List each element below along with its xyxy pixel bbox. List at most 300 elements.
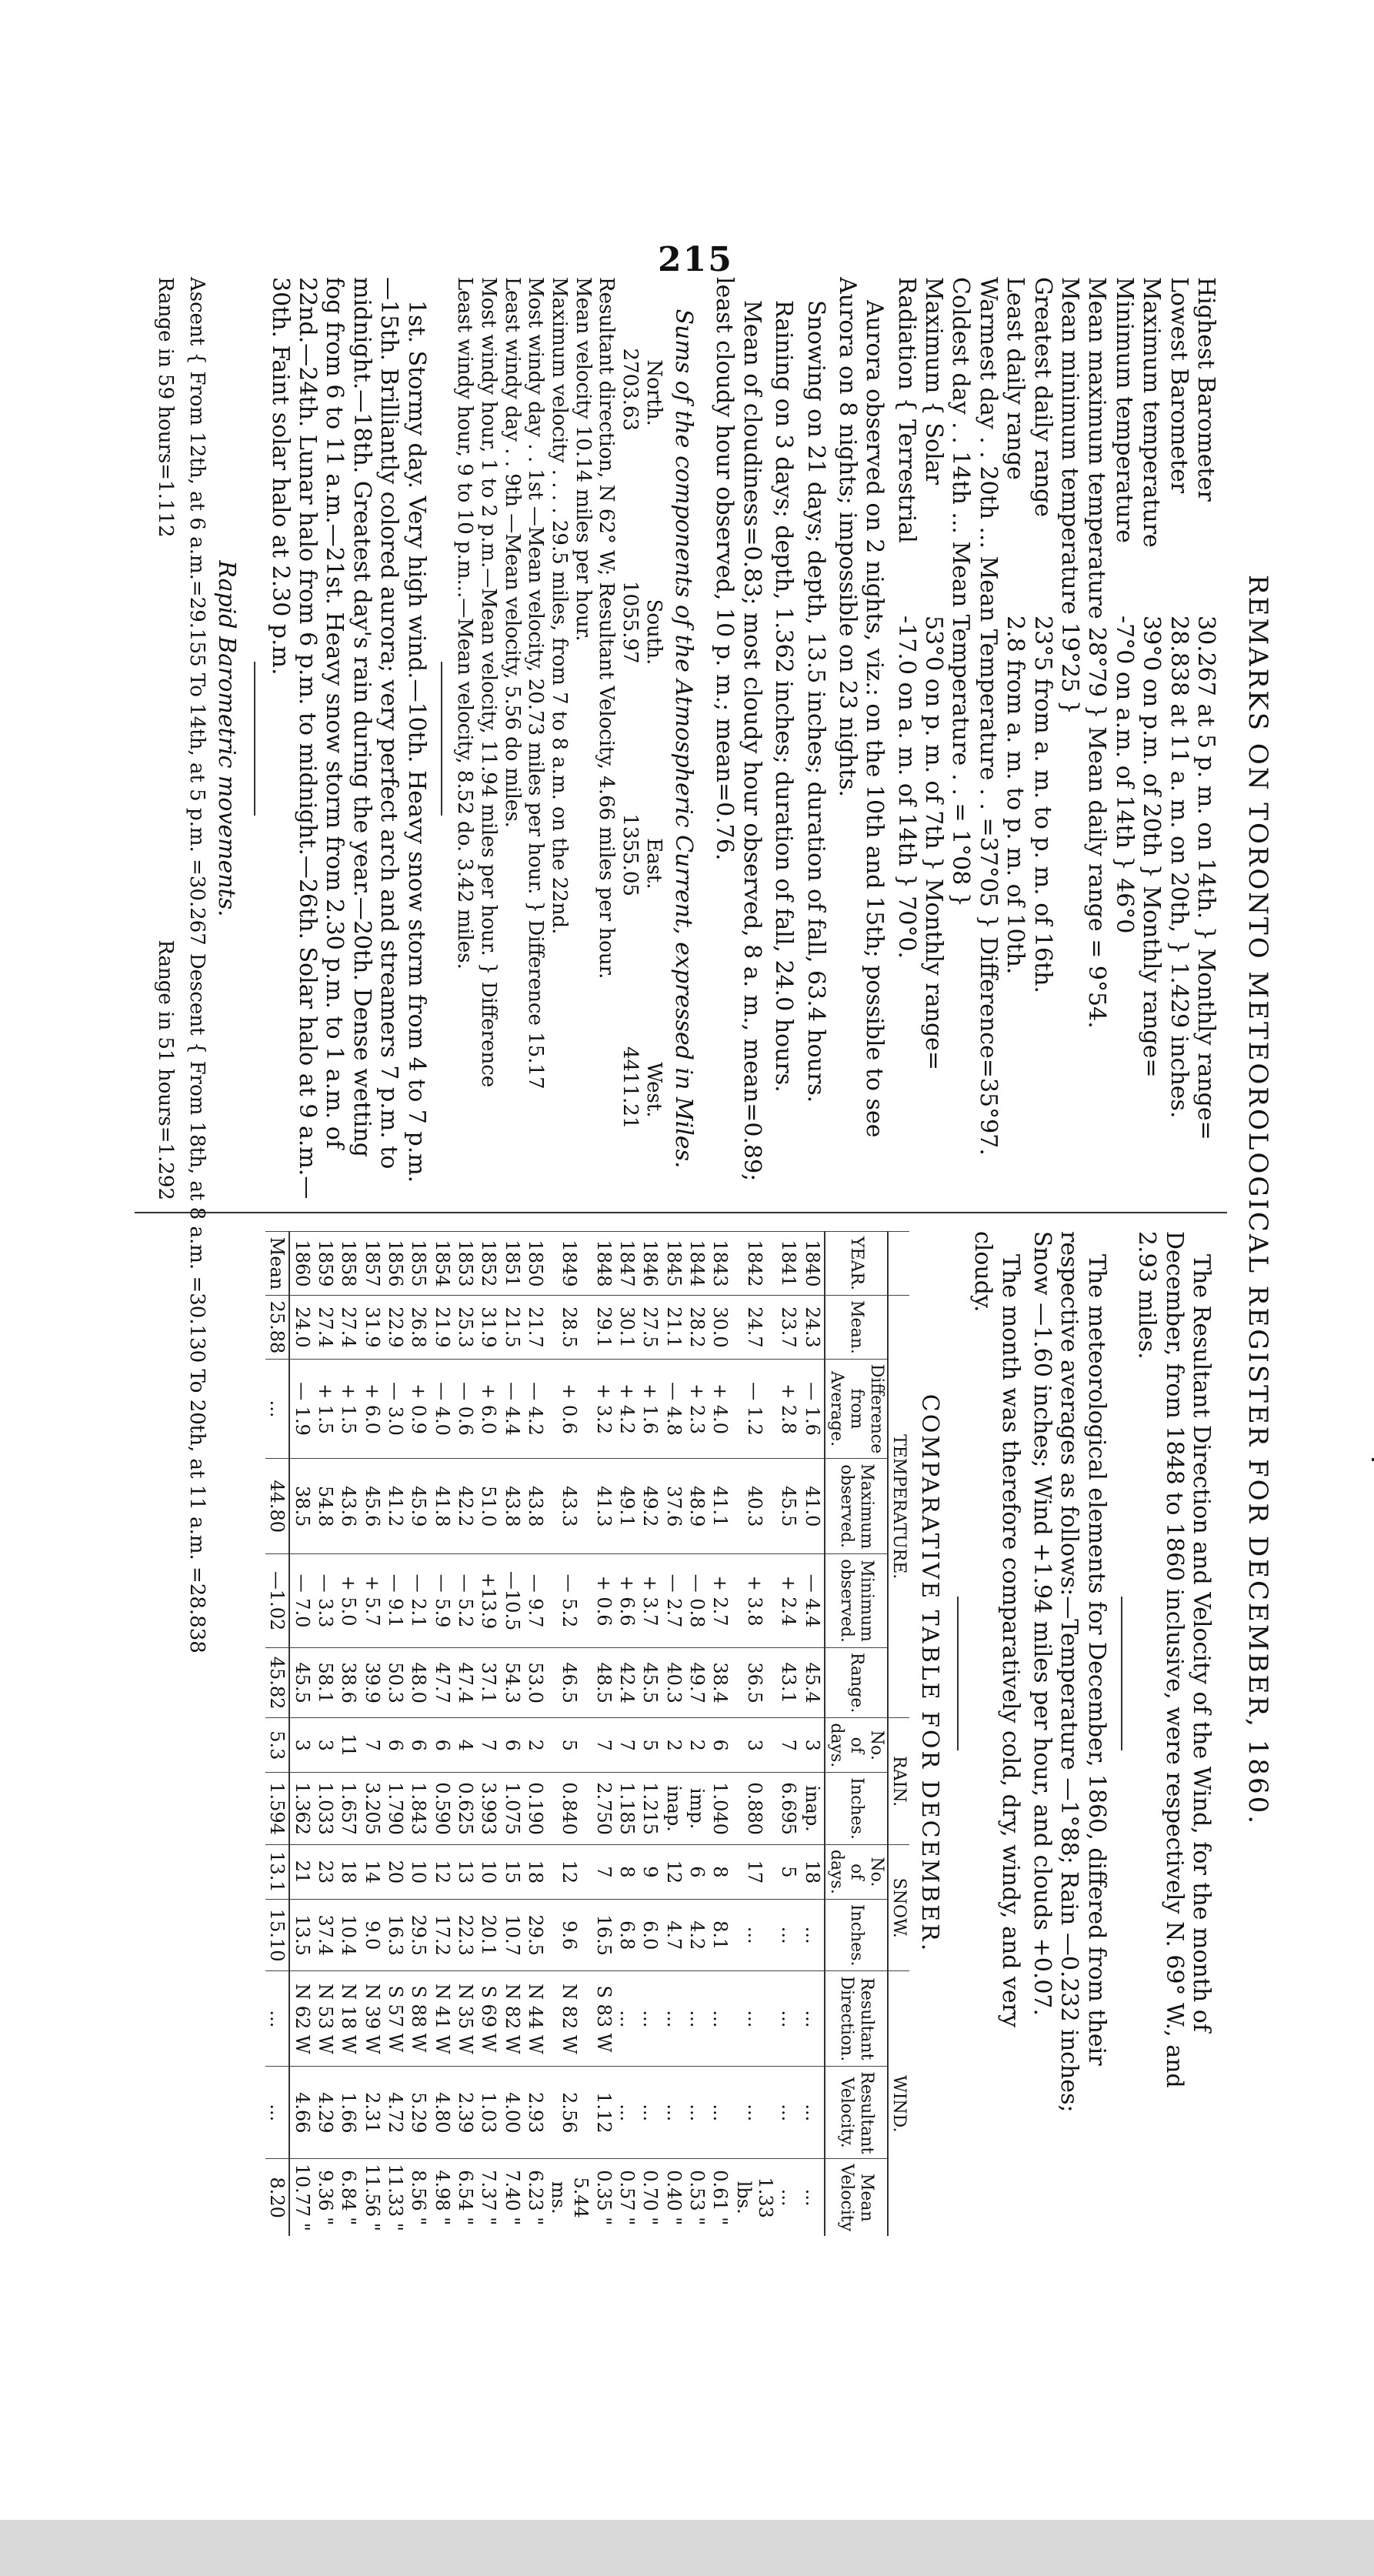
rapid-heading: Rapid Barometric movements. — [213, 560, 241, 917]
table-cell: 47.4 — [454, 1647, 477, 1717]
wind-line: Most windy day . . 1st —Mean velocity, 20.73 miles per hour. } Difference 15.17 — [524, 277, 548, 1089]
table-cell: 41.3 — [592, 1459, 615, 1554]
table-cell: 1.790 — [384, 1773, 407, 1845]
table-cell: 8.20 — [265, 2159, 289, 2236]
table-cell: 7 — [777, 1718, 800, 1773]
wind-line: Mean velocity 10.14 miles per hour. — [571, 277, 595, 642]
table-cell: S 57 W — [384, 1971, 407, 2067]
descent-range: Range in 51 hours=1.292 — [154, 939, 178, 1200]
table-cell: ... — [709, 1971, 732, 2067]
table-cell: ... — [265, 2067, 289, 2159]
descent-text: Descent { From 18th, at 8 a.m. =30.130 To 20th, at 11 a.m. =28.838 — [185, 953, 208, 1653]
table-cell: 5.44 ms. — [547, 2159, 592, 2236]
table-cell: 18 — [524, 1844, 547, 1899]
record-label: Maximum temperature — [1138, 277, 1166, 548]
table-cell: 45.6 — [360, 1459, 383, 1554]
table-cell: 1.12 — [592, 2067, 615, 2159]
record-row — [1056, 277, 1083, 1200]
table-cell: 11.33 " — [384, 2159, 407, 2236]
table-cell: 12 — [547, 1844, 592, 1899]
table-cell: — 5.2 — [547, 1554, 592, 1648]
table-cell: 1.03 — [477, 2067, 500, 2159]
table-cell: 6.0 — [639, 1899, 662, 1971]
table-cell: 1.33 lbs. — [732, 2159, 777, 2236]
table-cell: — 9.1 — [384, 1554, 407, 1648]
table-cell: 12 — [430, 1844, 453, 1899]
record-row — [1165, 277, 1192, 1200]
table-cell: N 35 W — [454, 1971, 477, 2067]
table-cell: 3.205 — [360, 1773, 383, 1845]
table-cell: + 2.8 — [777, 1359, 800, 1458]
table-cell: 21.9 — [430, 1296, 453, 1360]
table-cell: 16.3 — [384, 1899, 407, 1971]
table-cell: ... — [709, 2067, 732, 2159]
table-cell: ... — [777, 2159, 800, 2236]
wind-line: Least windy hour, 9 to 10 p.m...—Mean velocity, 8.52 do. 3.42 miles. — [453, 277, 477, 969]
table-cell: ... — [662, 2067, 685, 2159]
table-cell: N 18 W — [337, 1971, 360, 2067]
table-cell: 22.3 — [454, 1899, 477, 1971]
table-cell: 1844 — [685, 1232, 709, 1296]
table-cell: 1848 — [592, 1232, 615, 1296]
table-cell: 12 — [662, 1844, 685, 1899]
table-cell: 16.5 — [592, 1899, 615, 1971]
table-cell: 41.8 — [430, 1459, 453, 1554]
table-cell: 6 — [384, 1718, 407, 1773]
record-value: . . = 1°08 } — [947, 773, 975, 907]
table-cell: + 3.8 — [732, 1554, 777, 1648]
notes-text: 1st. Stormy day. Very high wind.—10th. Heavy snow storm from 4 to 7 p.m.—15th. Brilliantly colored aurora; very perfect arch and streamers 7 p.m. to midnight.—18th. Greatest day's rain during the year.—20th. Dense wetting fog from 6 to 11 a.m.—21st. Heavy snow storm from 2.30 p.m. to 1 a.m. of 22nd.—24th. Lunar halo from 6 p.m. to midnight.—26th. Solar halo at 9 a.m.—30th. Faint solar halo at 2.30 p.m. — [266, 277, 430, 1200]
table-row — [777, 1232, 800, 2237]
table-cell: ... — [732, 1971, 777, 2067]
table-row — [500, 1232, 523, 2237]
table-cell: 9.6 — [547, 1899, 592, 1971]
table-cell: S 83 W — [592, 1971, 615, 2067]
table-cell: 9.36 " — [314, 2159, 337, 2236]
table-cell: + 2.4 — [777, 1554, 800, 1648]
table-cell: + 3.7 — [639, 1554, 662, 1648]
wind-line: Most windy hour, 1 to 2 p.m.—Mean velocity, 11.94 miles per hour. } Difference — [476, 277, 500, 1088]
table-cell: ... — [800, 1971, 824, 2067]
table-cell: 45.9 — [407, 1459, 430, 1554]
table-cell: 5 — [777, 1844, 800, 1899]
table-cell: 1849 — [547, 1232, 592, 1296]
table-cell: 48.0 — [407, 1647, 430, 1717]
table-cell: N 82 W — [547, 1971, 592, 2067]
table-cell: +13.9 — [477, 1554, 500, 1648]
table-cell: 48.5 — [592, 1647, 615, 1717]
record-row — [892, 277, 919, 1200]
table-title: COMPARATIVE TABLE FOR DECEMBER. — [915, 1393, 943, 1954]
table-cell: 7 — [592, 1718, 615, 1773]
table-cell: — 7.0 — [289, 1554, 313, 1648]
record-label: Minimum temperature — [1110, 277, 1138, 543]
table-cell: 7 — [592, 1844, 615, 1899]
month-paragraph: The month was therefore comparatively cold, dry, windy, and very cloudy. — [969, 1231, 1024, 2028]
table-cell: N 82 W — [500, 1971, 523, 2067]
table-cell: 51.0 — [477, 1459, 500, 1554]
table-cell: N 53 W — [314, 1971, 337, 2067]
table-cell: — 4.0 — [430, 1359, 453, 1458]
table-cell: 40.3 — [662, 1647, 685, 1717]
table-cell: + 0.6 — [592, 1554, 615, 1648]
table-cell: — 1.9 — [289, 1359, 313, 1458]
table-cell: 27.4 — [337, 1296, 360, 1360]
column-header: Resultant Velocity. — [825, 2067, 888, 2159]
table-cell: 27.4 — [314, 1296, 337, 1360]
table-cell: 20 — [384, 1844, 407, 1899]
table-cell: 37.4 — [314, 1899, 337, 1971]
table-row — [685, 1232, 709, 2237]
table-cell: 25.88 — [265, 1296, 289, 1360]
table-cell: 53.0 — [524, 1647, 547, 1717]
record-row — [1138, 277, 1165, 1200]
record-value: . . =37°05 } Difference=35°97. — [974, 788, 1002, 1156]
table-cell: 1850 — [524, 1232, 547, 1296]
table-cell: 23.7 — [777, 1296, 800, 1360]
table-cell: + 2.7 — [709, 1554, 732, 1648]
table-cell: 0.840 — [547, 1773, 592, 1845]
table-cell: 6 — [685, 1844, 709, 1899]
sums-east-label: East. — [642, 838, 665, 889]
table-cell: 1.040 — [709, 1773, 732, 1845]
table-row — [592, 1232, 615, 2237]
table-cell: 29.5 — [407, 1899, 430, 1971]
table-cell: ... — [615, 2067, 639, 2159]
table-cell: ... — [777, 1899, 800, 1971]
table-cell: 4.7 — [662, 1899, 685, 1971]
table-cell: 31.9 — [360, 1296, 383, 1360]
table-cell: 0.880 — [732, 1773, 777, 1845]
table-cell: 1847 — [615, 1232, 639, 1296]
met-paragraph: The meteorological elements for December, 1860, differed from their respective averages as follows:—Temperature —1°88; Rain —0.232 inches; Snow —1.60 inches; Wind +1.94 miles per hour, and clouds +0.07. — [1029, 1231, 1110, 2113]
table-cell: 2.56 — [547, 2067, 592, 2159]
table-cell: + 0.9 — [407, 1359, 430, 1458]
table-cell: Mean — [265, 1232, 289, 1296]
column-header: Mean Velocity — [825, 2159, 888, 2236]
record-value: -17.0 on a. m. of 14th } 70°0. — [892, 616, 920, 959]
table-cell: — 4.4 — [800, 1554, 824, 1648]
table-cell: 2.31 — [360, 2067, 383, 2159]
ascent-text: Ascent { From 12th, at 6 a.m.=29.155 To 14th, at 5 p.m. =30.267 — [185, 277, 208, 946]
table-cell: N 41 W — [430, 1971, 453, 2067]
table-cell: — 9.7 — [524, 1554, 547, 1648]
table-cell: 1855 — [407, 1232, 430, 1296]
table-cell: 45.4 — [800, 1647, 824, 1717]
record-row — [1110, 277, 1137, 1200]
table-cell: + 1.5 — [314, 1359, 337, 1458]
table-cell: 42.2 — [454, 1459, 477, 1554]
table-cell: — 4.4 — [500, 1359, 523, 1458]
separator-rule — [254, 662, 255, 816]
table-cell: 11 — [337, 1718, 360, 1773]
table-cell: 1845 — [662, 1232, 685, 1296]
table-cell: 24.7 — [732, 1296, 777, 1360]
table-cell: 37.1 — [477, 1647, 500, 1717]
record-value: 30.267 at 5 p. m. on 14th. } Monthly range= — [1192, 616, 1219, 1140]
table-cell: 21.1 — [662, 1296, 685, 1360]
table-cell: + 6.6 — [615, 1554, 639, 1648]
table-cell: 1.843 — [407, 1773, 430, 1845]
table-cell: 26.8 — [407, 1296, 430, 1360]
record-row — [920, 277, 947, 1200]
table-cell: + 2.3 — [685, 1359, 709, 1458]
table-cell: 8.56 " — [407, 2159, 430, 2236]
table-cell: 10.77 " — [289, 2159, 313, 2236]
group-header-row — [888, 1232, 910, 2237]
table-cell: 24.3 — [800, 1296, 824, 1360]
column-header: No. of days. — [825, 1844, 888, 1899]
table-cell: ... — [685, 2067, 709, 2159]
table-cell: 46.5 — [547, 1647, 592, 1717]
table-cell: 8.1 — [709, 1899, 732, 1971]
ascent-range: Range in 59 hours=1.112 — [154, 277, 178, 538]
table-cell: 43.3 — [547, 1459, 592, 1554]
table-cell: — 0.6 — [454, 1359, 477, 1458]
table-cell: 11.56 " — [360, 2159, 383, 2236]
table-cell: 7.40 " — [500, 2159, 523, 2236]
separator-rule — [1121, 1597, 1122, 1750]
mean-row — [265, 1232, 289, 2237]
table-cell: 38.4 — [709, 1647, 732, 1717]
page-number: 215 — [658, 240, 733, 279]
table-cell: 54.3 — [500, 1647, 523, 1717]
table-cell: 10 — [407, 1844, 430, 1899]
sums-heading: Sums of the components of the Atmospheric Current, expressed in Miles. — [669, 309, 697, 1169]
column-header: Mean. — [825, 1296, 888, 1360]
sums-north-value: 2703.63 — [618, 348, 642, 432]
page-title: REMARKS ON TORONTO METEOROLOGICAL REGISTER FOR DECEMBER, 1860. — [1242, 574, 1273, 1827]
table-cell: S 88 W — [407, 1971, 430, 2067]
record-row — [1002, 277, 1029, 1200]
table-cell: 7 — [477, 1718, 500, 1773]
table-cell: ... — [800, 2067, 824, 2159]
table-row — [477, 1232, 500, 2237]
table-row — [454, 1232, 477, 2237]
column-header: Minimum observed. — [825, 1554, 888, 1648]
table-cell: 41.0 — [800, 1459, 824, 1554]
table-cell: —1.02 — [265, 1554, 289, 1648]
table-cell: 2 — [662, 1718, 685, 1773]
sums-north-label: North. — [642, 359, 665, 426]
table-cell: 49.1 — [615, 1459, 639, 1554]
record-value: 53°0 on p. m. of 7th } Monthly range= — [920, 616, 948, 1071]
table-cell: + 1.6 — [639, 1359, 662, 1458]
record-label: Coldest day . . 14th ... Mean Temperature — [947, 277, 975, 766]
cloudiness-text: Mean of cloudiness=0.83; most cloudy hour observed, 8 a. m., mean=0.89; least cloudy hour observed, 10 p. m.; mean=0.76. — [711, 277, 765, 1182]
table-cell: 21.5 — [500, 1296, 523, 1360]
column-header: Range. — [825, 1647, 888, 1717]
scan-bottom-strip — [0, 2520, 1374, 2576]
table-cell: 13.5 — [289, 1899, 313, 1971]
sums-south-value: 1055.97 — [618, 580, 642, 664]
record-row — [974, 277, 1001, 1200]
table-cell: + 3.2 — [592, 1359, 615, 1458]
table-cell: — 1.6 — [800, 1359, 824, 1458]
table-cell: 25.3 — [454, 1296, 477, 1360]
table-cell: + 6.0 — [360, 1359, 383, 1458]
record-value: 23°5 from a. m. to p. m. of 16th. — [1029, 616, 1056, 994]
table-cell: 18 — [800, 1844, 824, 1899]
sums-header-row — [642, 277, 665, 1200]
separator-rule — [441, 662, 442, 816]
table-cell: — 0.8 — [685, 1554, 709, 1648]
record-label: Radiation { Terrestrial — [892, 277, 920, 543]
table-cell: 10.4 — [337, 1899, 360, 1971]
table-cell: — 5.2 — [454, 1554, 477, 1648]
table-cell: 28.5 — [547, 1296, 592, 1360]
table-cell: ... — [662, 1971, 685, 2067]
table-cell: 30.0 — [709, 1296, 732, 1360]
record-value: 19°25 } — [1056, 622, 1084, 715]
table-cell: 4.72 — [384, 2067, 407, 2159]
aurora-text: Aurora observed on 2 nights, viz.: on the 10th and 15th; possible to see Aurora on 8 nights; impossible on 23 nights. — [833, 277, 889, 1138]
column-divider — [135, 1212, 1227, 1213]
record-label: Lowest Barometer — [1165, 277, 1192, 494]
record-value: 39°0 on p.m. of 20th } Monthly range= — [1138, 616, 1166, 1078]
table-cell: 0.625 — [454, 1773, 477, 1845]
table-cell: 1851 — [500, 1232, 523, 1296]
table-cell: ... — [615, 1971, 639, 2067]
table-cell: N 39 W — [360, 1971, 383, 2067]
table-cell: 37.6 — [662, 1459, 685, 1554]
table-cell: 21.7 — [524, 1296, 547, 1360]
table-cell: 5.29 — [407, 2067, 430, 2159]
column-header: No. of days. — [825, 1718, 888, 1773]
record-label: Warmest day . . 20th ... Mean Temperature — [974, 277, 1002, 781]
table-cell: 1840 — [800, 1232, 824, 1296]
record-row — [1192, 277, 1219, 1200]
records-list — [892, 277, 1219, 1200]
table-cell: 0.590 — [430, 1773, 453, 1845]
table-cell: 54.8 — [314, 1459, 337, 1554]
table-cell: — 2.1 — [407, 1554, 430, 1648]
record-row — [947, 277, 974, 1200]
table-cell: imp. — [685, 1773, 709, 1845]
table-cell: 10 — [477, 1844, 500, 1899]
table-cell: 1853 — [454, 1232, 477, 1296]
wind-line: Maximum velocity . . . . 29.5 miles, from 7 to 8 a.m. on the 22nd. — [547, 277, 571, 935]
table-cell: 49.7 — [685, 1647, 709, 1717]
table-cell: 1.594 — [265, 1773, 289, 1845]
table-cell: 13 — [454, 1844, 477, 1899]
table-cell: ... — [685, 1971, 709, 2067]
table-row — [524, 1232, 547, 2237]
table-cell: 7 — [360, 1718, 383, 1773]
table-cell: 43.1 — [777, 1647, 800, 1717]
table-row — [639, 1232, 662, 2237]
table-cell: 43.8 — [500, 1459, 523, 1554]
table-cell: ... — [639, 1971, 662, 2067]
snowing-text: Snowing on 21 days; depth, 13.5 inches; duration of fall, 63.4 hours. — [802, 300, 829, 1103]
table-cell: 48.9 — [685, 1459, 709, 1554]
table-cell: inap. — [662, 1773, 685, 1845]
table-cell: 28.2 — [685, 1296, 709, 1360]
table-cell: 8 — [709, 1844, 732, 1899]
table-cell: 1.075 — [500, 1773, 523, 1845]
table-row — [337, 1232, 360, 2237]
table-cell: 1857 — [360, 1232, 383, 1296]
table-body — [265, 1232, 825, 2237]
table-cell: 2 — [685, 1718, 709, 1773]
table-cell: 50.3 — [384, 1647, 407, 1717]
table-cell: 2 — [524, 1718, 547, 1773]
raining-text: Raining on 3 days; depth, 1.362 inches; duration of fall, 24.0 hours. — [770, 300, 798, 1093]
table-cell: ... — [777, 1971, 800, 2067]
table-cell: 38.5 — [289, 1459, 313, 1554]
wind-paragraph: The Resultant Direction and Velocity of the Wind, for the month of December, from 1848 to 1860 inclusive, were respectively N. 69° W., and 2.93 miles. — [1133, 1231, 1215, 2088]
table-cell: ... — [732, 1899, 777, 1971]
table-cell: 3 — [732, 1718, 777, 1773]
table-cell: 3.993 — [477, 1773, 500, 1845]
table-cell: — 5.9 — [430, 1554, 453, 1648]
table-cell: 47.7 — [430, 1647, 453, 1717]
table-cell: inap. — [800, 1773, 824, 1845]
table-cell: 7.37 " — [477, 2159, 500, 2236]
table-cell: 17 — [732, 1844, 777, 1899]
record-row — [1029, 277, 1056, 1200]
record-value: -7°0 on a.m. of 14th } 46°0 — [1110, 616, 1138, 934]
table-cell: 45.82 — [265, 1647, 289, 1717]
sums-values-row — [618, 277, 642, 1200]
table-cell: + 4.0 — [709, 1359, 732, 1458]
record-value: 28°79 } Mean daily range = 9°54. — [1083, 626, 1111, 1029]
table-cell: 6 — [500, 1718, 523, 1773]
table-cell: 36.5 — [732, 1647, 777, 1717]
column-header: Resultant Direction. — [825, 1971, 888, 2067]
wind-line: Least windy day . . 9th —Mean velocity, 5.56 do miles. — [500, 277, 524, 828]
table-cell: 3 — [800, 1718, 824, 1773]
table-cell: 1.215 — [639, 1773, 662, 1845]
table-cell: 38.6 — [337, 1647, 360, 1717]
column-header: Inches. — [825, 1899, 888, 1971]
table-cell: 30.1 — [615, 1296, 639, 1360]
table-cell: 0.57 " — [615, 2159, 639, 2236]
column-header: Difference from Average. — [825, 1359, 888, 1458]
table-cell: ... — [265, 1359, 289, 1458]
table-cell: 3 — [289, 1718, 313, 1773]
table-cell: N 62 W — [289, 1971, 313, 2067]
table-cell: — 1.2 — [732, 1359, 777, 1458]
table-cell: 4.98 " — [430, 2159, 453, 2236]
table-cell: 6.23 " — [524, 2159, 547, 2236]
table-cell: 49.2 — [639, 1459, 662, 1554]
table-cell: 17.2 — [430, 1899, 453, 1971]
table-cell: ... — [800, 2159, 824, 2236]
column-header-row — [825, 1232, 888, 2237]
temperature-group: TEMPERATURE. — [888, 1296, 910, 1718]
table-cell: 1.033 — [314, 1773, 337, 1845]
table-cell: 1841 — [777, 1232, 800, 1296]
table-cell: 10.7 — [500, 1899, 523, 1971]
table-cell: 43.6 — [337, 1459, 360, 1554]
table-cell: 13.1 — [265, 1844, 289, 1899]
table-cell: 5 — [639, 1718, 662, 1773]
wind-group: WIND. — [888, 1971, 910, 2236]
table-cell: 6.54 " — [454, 2159, 477, 2236]
table-row — [662, 1232, 685, 2237]
record-value: 2.8 from a. m. to p. m. of 10th. — [1002, 616, 1029, 975]
table-cell: 1852 — [477, 1232, 500, 1296]
table-cell: 22.9 — [384, 1296, 407, 1360]
table-cell: ... — [732, 2067, 777, 2159]
table-cell: 42.4 — [615, 1647, 639, 1717]
table-cell: 1860 — [289, 1232, 313, 1296]
table-cell: 2.39 — [454, 2067, 477, 2159]
table-cell: + 0.6 — [547, 1359, 592, 1458]
table-cell: 5 — [547, 1718, 592, 1773]
table-cell: 6 — [430, 1718, 453, 1773]
